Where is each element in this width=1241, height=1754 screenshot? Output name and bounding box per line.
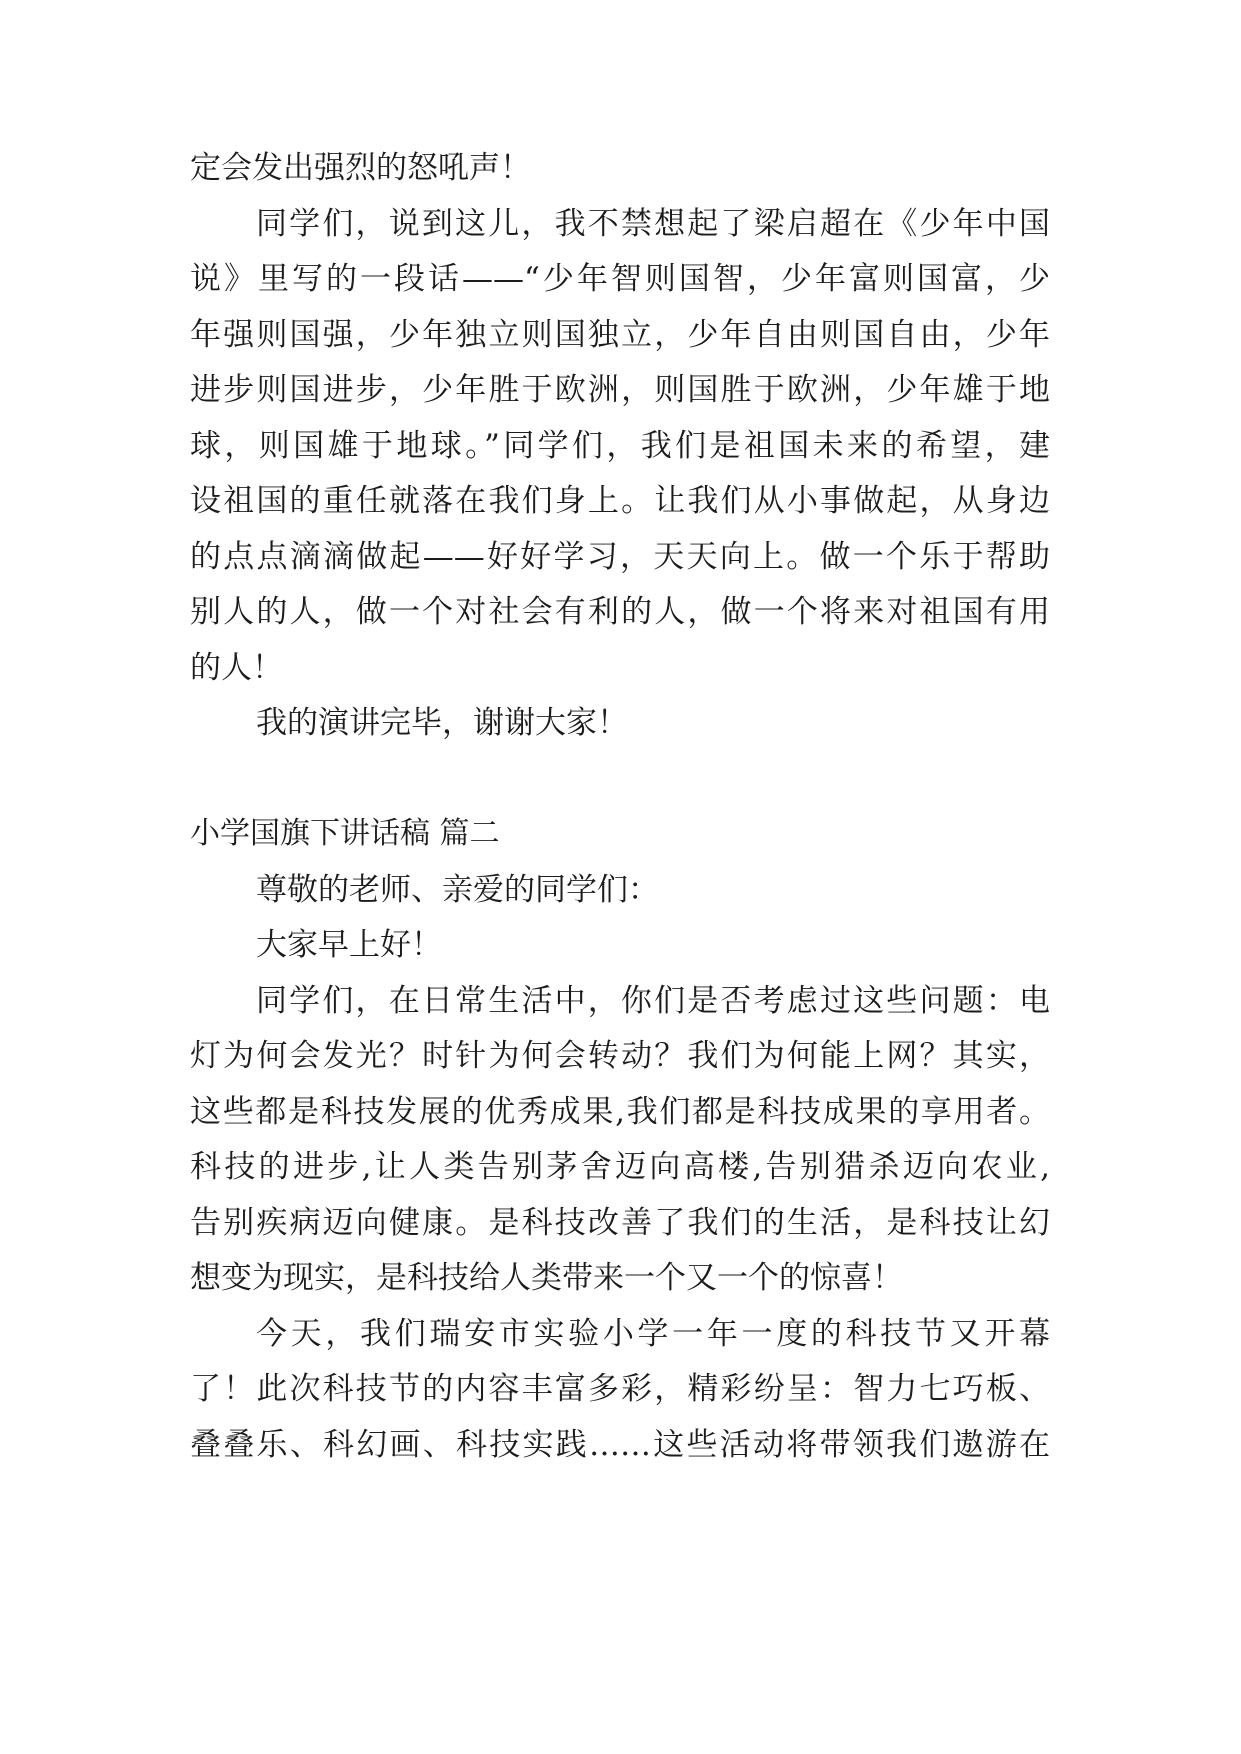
text-line: 别人的人，做一个对社会有利的人，做一个将来对祖国有用 <box>190 594 1050 630</box>
paragraph-first-line: 我的演讲完毕，谢谢大家！ <box>256 705 628 741</box>
text-line: 说》里写的一段话——“少年智则国智，少年富则国富，少 <box>190 261 1050 297</box>
text-line: 灯为何会发光？时针为何会转动？我们为何能上网？其实， <box>190 1038 1050 1074</box>
salutation-line: 尊敬的老师、亲爱的同学们： <box>256 872 659 908</box>
greeting-line: 大家早上好！ <box>256 927 442 963</box>
text-line: 的人！ <box>190 650 283 686</box>
paragraph-first-line: 同学们，说到这儿，我不禁想起了梁启超在《少年中国 <box>256 206 1050 242</box>
text-line: 叠叠乐、科幻画、科技实践……这些活动将带领我们遨游在 <box>190 1427 1050 1463</box>
text-line: 进步则国进步，少年胜于欧洲，则国胜于欧洲，少年雄于地 <box>190 372 1050 408</box>
text-line: 科技的进步,让人类告别茅舍迈向高楼,告别猎杀迈向农业, <box>190 1149 1050 1185</box>
paragraph-first-line: 同学们，在日常生活中，你们是否考虑过这些问题：电 <box>256 983 1050 1019</box>
text-line: 设祖国的重任就落在我们身上。让我们从小事做起，从身边 <box>190 483 1050 519</box>
text-line: 这些都是科技发展的优秀成果,我们都是科技成果的享用者。 <box>190 1094 1050 1130</box>
section-heading: 小学国旗下讲话稿 篇二 <box>190 816 500 851</box>
text-line: 了！此次科技节的内容丰富多彩，精彩纷呈：智力七巧板、 <box>190 1371 1050 1407</box>
text-line: 年强则国强，少年独立则国独立，少年自由则国自由，少年 <box>190 317 1050 353</box>
paragraph-first-line: 今天，我们瑞安市实验小学一年一度的科技节又开幕 <box>256 1316 1050 1352</box>
text-line: 告别疾病迈向健康。是科技改善了我们的生活，是科技让幻 <box>190 1205 1050 1241</box>
text-line: 球，则国雄于地球。”同学们，我们是祖国未来的希望，建 <box>190 428 1050 464</box>
text-line: 的点点滴滴做起——好好学习，天天向上。做一个乐于帮助 <box>190 539 1050 575</box>
text-line: 定会发出强烈的怒吼声！ <box>190 150 531 186</box>
text-line: 想变为现实，是科技给人类带来一个又一个的惊喜！ <box>190 1260 903 1296</box>
